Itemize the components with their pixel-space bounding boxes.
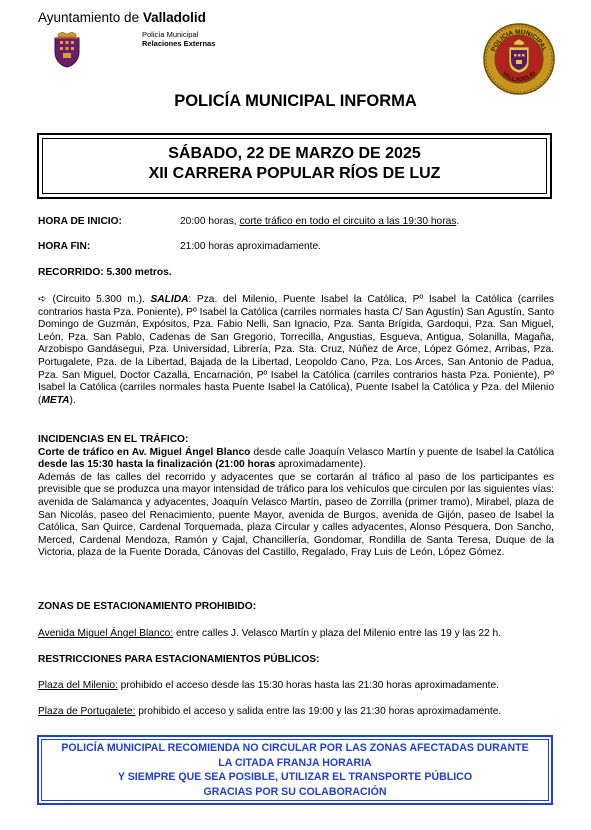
restriction-item-2 [38,706,501,717]
parking-ban-heading-row [38,601,256,612]
city-prefix: Ayuntamiento de [38,10,143,25]
restriction-detail-1: prohibido el acceso desde las 15:30 horas hasta las 21:30 horas aproximadamente. [117,680,499,691]
city-name: Valladolid [142,10,206,25]
start-time-row [38,216,460,227]
incidents-cut-time: desde las 15:30 hasta la finalización (21:00 horas [38,459,276,471]
route-label-row [38,267,172,278]
route-part-1: (Circuito 5.300 m.). [52,294,151,305]
restriction-item-1 [38,680,499,691]
city-header [38,10,206,25]
police-badge-logo [482,22,556,101]
department-name: Policía Municipal [142,30,199,39]
parking-ban-detail: entre calles J. Velasco Martín y plaza del Milenio entre las 19 y las 22 h. [173,628,502,639]
incidents-heading: INCIDENCIAS EN EL TRÁFICO: [38,434,189,445]
city-title [38,10,206,25]
notice-line-3: Y SIEMPRE QUE SEA POSIBLE, UTILIZAR EL TRANSPORTE PÚBLICO [117,771,473,783]
end-time-value: 21:00 horas aproximadamente. [180,241,322,252]
start-time-end: . [456,216,460,227]
incidents-cut-end: aproximadamente). [275,459,366,471]
restriction-detail-2: prohibido el acceso y salida entre las 19:00 y las 21:30 horas aproximadamente. [135,706,502,717]
start-time-label: HORA DE INICIO: [38,216,122,227]
incidents-section [38,434,554,560]
traffic-cut-time: corte tráfico en todo el circuito a las 19:30 horas [239,216,457,227]
restrictions-heading: RESTRICCIONES PARA ESTACIONAMIENTOS PÚBLICOS: [38,654,320,665]
route-description [38,294,554,407]
route-start-word: SALIDA [150,294,189,305]
notice-line-4: GRACIAS POR SU COLABORACIÓN [203,785,387,798]
event-name: XII CARRERA POPULAR RÍOS DE LUZ [148,165,441,182]
page-title: POLICÍA MUNICIPAL INFORMA [174,92,417,110]
recommendation-notice [37,735,553,805]
route-part-2: : Pza. del Milenio, Puente Isabel la Católica, Pº Isabel la Católica (carriles contrarios hasta Pza. Poniente), Pº Isabel la Católica (carriles normales hasta C/ San Agustín) San Agustín, Santo Domingo de Guzmán, Expósitos, Pza. Fabio Nelli, San Ignacio, Pza. Santa Brígida, Gardoqui, Pza. San Miguel, León, Pza. San Pablo, Cadenas de San Gregorio, Torrecilla, Angustias, Esgueva, Antigua, Solanilla, Magaña, Arzobispo Gandásegui, Pza. Universidad, Librería, Pza. Sta. Cruz, Núñez de Arce, López Gómez, Arribas, Pza. Portugalete, Pza. de la Libertad, Bajada de la Libertad, Leopoldo Cano, Pza. Los Arces, San Antonio de Padua, Pza. San Miguel, Doctor Cazalla, Encarnación, Pº Isabel la Católica (carriles contrarios hasta Pza. Poniente), Pº Isabel la Católica (carriles normales hasta Puente Isabel la Católica), Puente Isabel la Católica y Pza. del Milenio ( [38,294,554,406]
end-time-label: HORA FIN: [38,241,91,252]
notice-inner-border [41,739,549,801]
parking-ban-street: Avenida Miguel Ángel Blanco: [38,628,174,639]
route-part-3: ). [69,394,76,406]
restriction-place-1: Plaza del Milenio: [38,680,118,691]
valladolid-shield-logo [52,32,82,73]
event-box [37,133,552,199]
notice-line-2: LA CITADA FRANJA HORARIA [218,756,372,769]
incidents-cut-range: desde calle Joaquín Velasco Martín y puente de Isabel la Católica [250,446,554,458]
route-finish-word: META [41,394,70,406]
badge-bottom-text: VALLADOLID [500,70,538,84]
section-name: Relaciones Externas [142,39,216,48]
badge-top-text: POLICIA MUNICIPAL [490,28,548,53]
end-time-row [38,241,322,252]
notice-line-1: POLICÍA MUNICIPAL RECOMIENDA NO CIRCULAR POR LAS ZONAS AFECTADAS DURANTE [61,742,529,754]
parking-ban-heading: ZONAS DE ESTACIONAMIENTO PROHIBIDO: [38,601,257,612]
start-time-value: 20:00 horas, [180,216,240,227]
route-arrow-icon: ➪ [38,294,47,305]
incidents-paragraph: Además de las calles del recorrido y adyacentes que se cortarán al tráfico al paso de los participantes es previsible que se produzca una mayor intensidad de tráfico para los vehículos que circulen por las siguientes vías: avenida de Salamanca y adyacentes, Joaquín Velasco Martín, paseo de Zorrilla (primer tramo), Mirabel, plaza de San Nicolás, paseo del Renacimiento, puente Mayor, avenida de Burgos, avenida de Gijón, paseo de Isabel la Católica, San Quirce, Cardenal Torquemada, plaza Circular y calles adyacentes, Alonso Pesquera, Don Sancho, Merced, Cardenal Mendoza, Ramón y Cajal, Chancillería, Gondomar, Rondilla de Santa Teresa, Duque de la Victoria, plaza de la Fuente Dorada, Cánovas del Castillo, Regalado, Fray Luis de León, López Gómez. [38,471,554,559]
restrictions-heading-row [38,654,320,665]
event-date: SÁBADO, 22 DE MARZO DE 2025 [168,145,421,162]
route-label: RECORRIDO: 5.300 metros. [38,267,172,278]
restriction-place-2: Plaza de Portugalete: [38,706,136,717]
department-block [142,30,215,48]
parking-ban-item [38,628,501,639]
incidents-cut [38,447,554,472]
incidents-cut-street: Corte de tráfico en Av. Miguel Ángel Blanco [38,446,251,458]
